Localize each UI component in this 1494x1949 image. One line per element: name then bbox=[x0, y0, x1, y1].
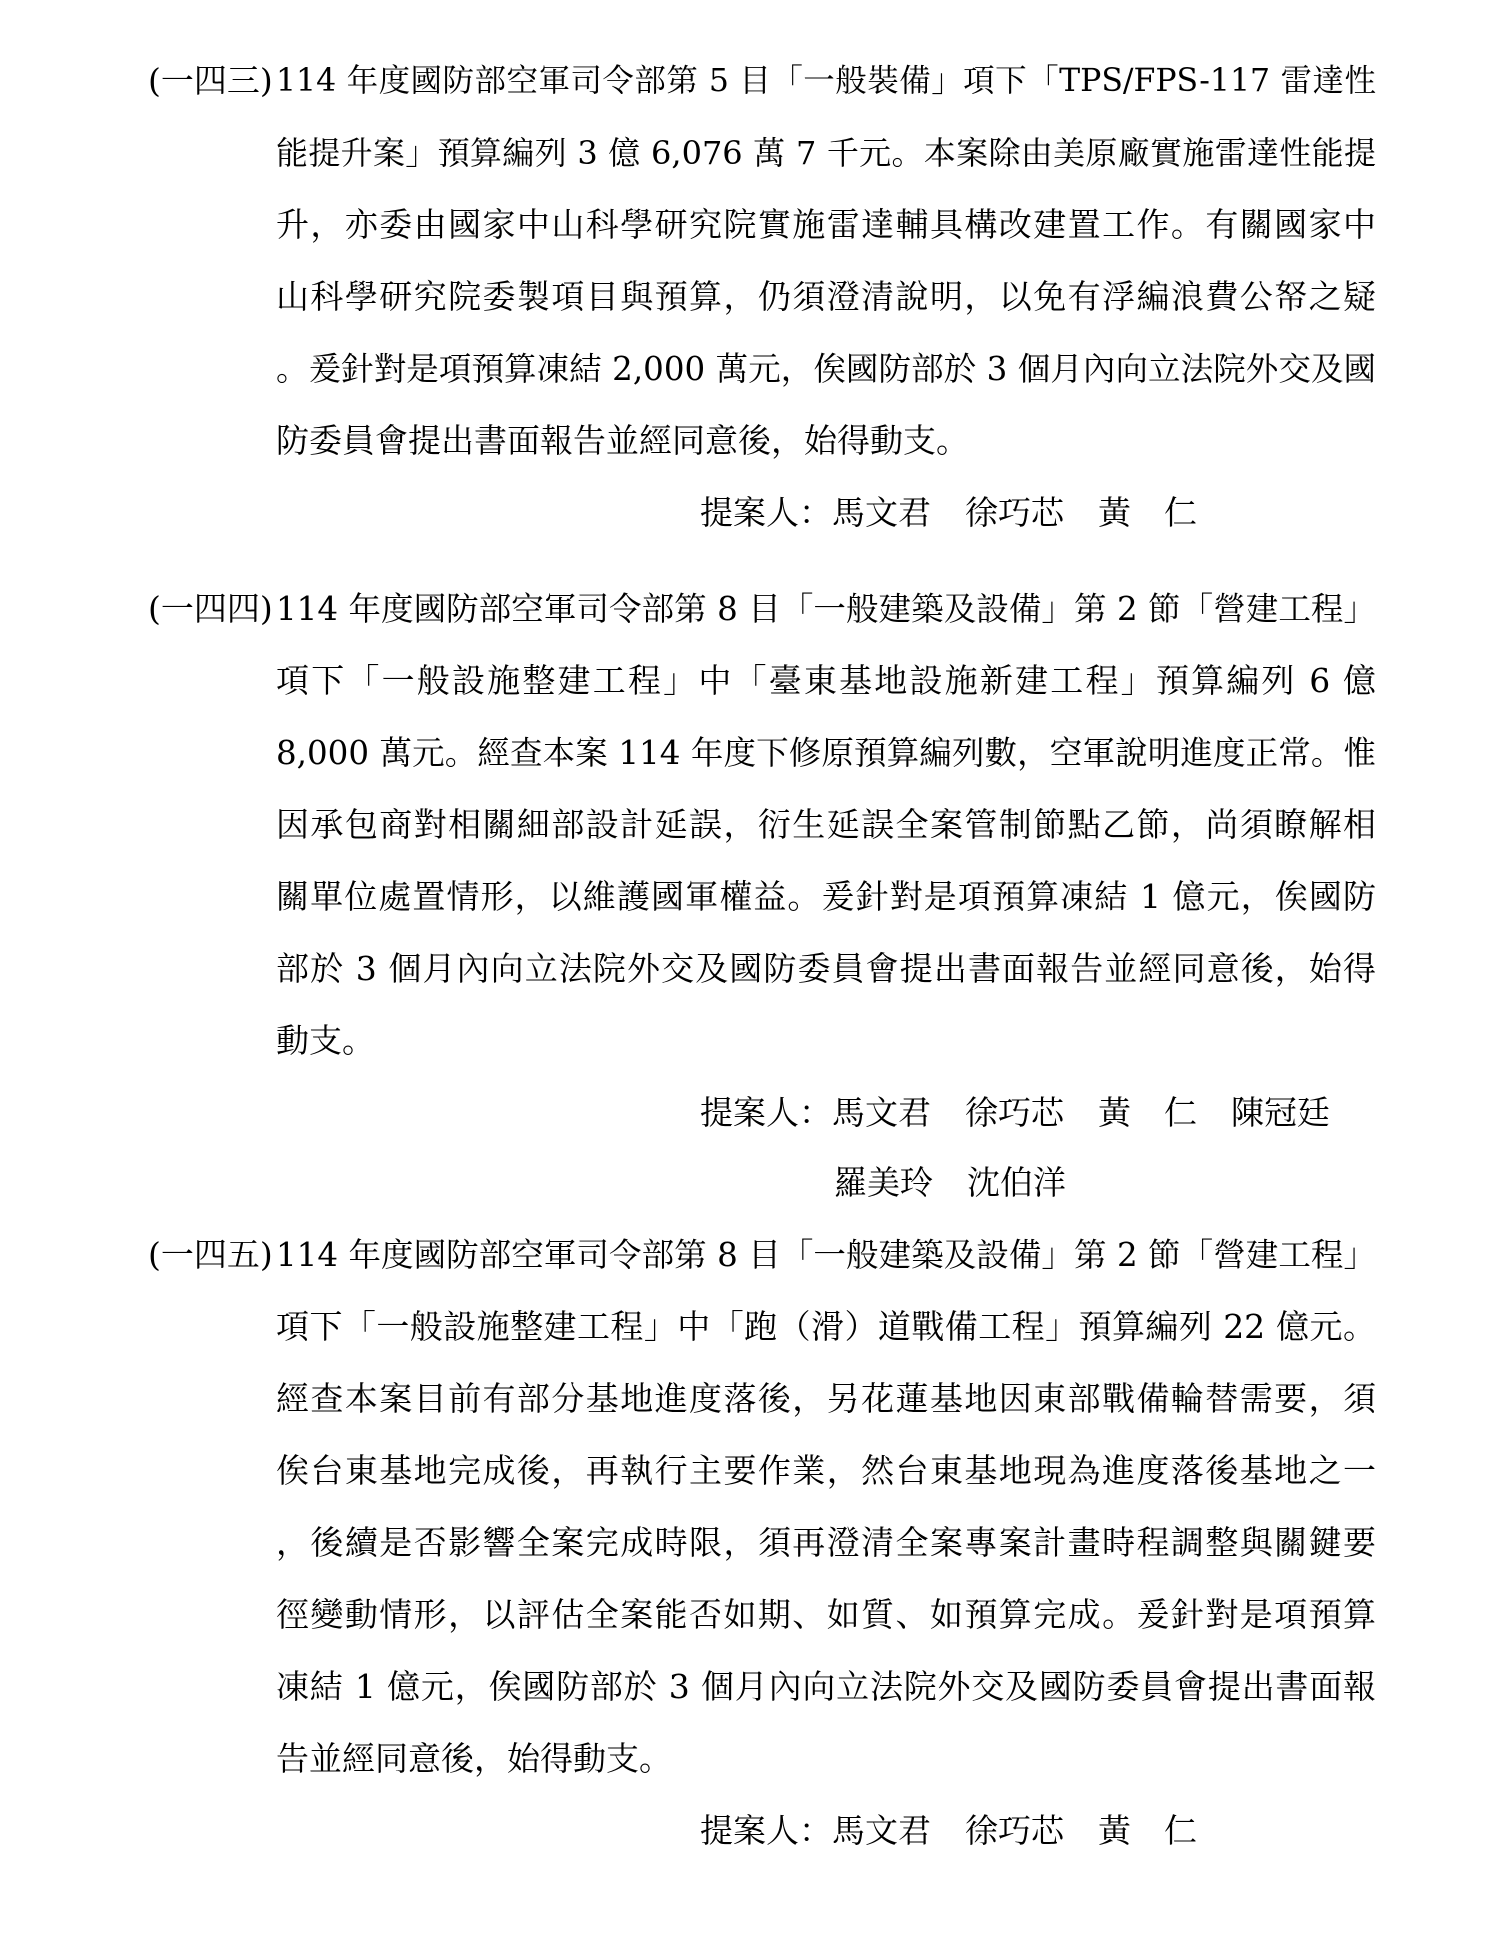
item-text-line: 關單位處置情形，以維護國軍權益。爰針對是項預算凍結 1 億元，俟國防 bbox=[276, 877, 1376, 916]
item-text-line: 徑變動情形，以評估全案能否如期、如質、如預算完成。爰針對是項預算 bbox=[276, 1595, 1376, 1634]
proposer-label: 提案人： bbox=[700, 493, 832, 532]
item-text-line: 部於 3 個月內向立法院外交及國防委員會提出書面報告並經同意後，始得 bbox=[276, 949, 1376, 988]
proposer-label: 提案人： bbox=[700, 1093, 832, 1132]
item-text-line: 114 年度國防部空軍司令部第 8 目「一般建築及設備」第 2 節「營建工程」 bbox=[276, 590, 1376, 628]
item-text-line: 升，亦委由國家中山科學研究院實施雷達輔具構改建置工作。有關國家中 bbox=[276, 205, 1376, 244]
proposer-name: 徐巧芯 bbox=[965, 1093, 1064, 1132]
proposer-name: 馬文君 bbox=[832, 1811, 931, 1850]
proposer-line bbox=[700, 1077, 1330, 1149]
item-text-line: 項下「一般設施整建工程」中「跑（滑）道戰備工程」預算編列 22 億元。 bbox=[276, 1307, 1376, 1346]
item-number: (一四五) bbox=[148, 1235, 273, 1274]
proposer-name: 黃 仁 bbox=[1098, 1811, 1197, 1850]
proposer-name: 徐巧芯 bbox=[965, 1811, 1064, 1850]
item-text-line: 。爰針對是項預算凍結 2,000 萬元，俟國防部於 3 個月內向立法院外交及國 bbox=[276, 350, 1376, 388]
item-text-line: 8,000 萬元。經查本案 114 年度下修原預算編列數，空軍說明進度正常。惟 bbox=[276, 734, 1376, 772]
item-text-line: 因承包商對相關細部設計延誤，衍生延誤全案管制節點乙節，尚須瞭解相 bbox=[276, 805, 1376, 844]
item-text-line: 俟台東基地完成後，再執行主要作業，然台東基地現為進度落後基地之一 bbox=[276, 1451, 1376, 1490]
proposer-line bbox=[700, 477, 1197, 549]
proposer-line-continued bbox=[834, 1147, 1100, 1219]
item-text-line: 能提升案」預算編列 3 億 6,076 萬 7 千元。本案除由美原廠實施雷達性能提 bbox=[276, 134, 1376, 172]
proposer-name: 羅美玲 bbox=[834, 1163, 933, 1202]
proposer-name: 馬文君 bbox=[832, 493, 931, 532]
proposer-name: 徐巧芯 bbox=[965, 493, 1064, 532]
proposer-line bbox=[700, 1795, 1197, 1867]
proposer-name: 黃 仁 bbox=[1098, 493, 1197, 532]
proposer-name: 沈伯洋 bbox=[967, 1163, 1066, 1202]
item-text-line: 凍結 1 億元，俟國防部於 3 個月內向立法院外交及國防委員會提出書面報 bbox=[276, 1667, 1376, 1706]
item-text-line: 告並經同意後，始得動支。 bbox=[276, 1739, 672, 1778]
item-text-line: 防委員會提出書面報告並經同意後，始得動支。 bbox=[276, 421, 969, 460]
item-text-line: ，後續是否影響全案完成時限，須再澄清全案專案計畫時程調整與關鍵要 bbox=[276, 1523, 1376, 1562]
item-text-line: 動支。 bbox=[276, 1021, 375, 1060]
proposer-label: 提案人： bbox=[700, 1811, 832, 1850]
item-text-line: 114 年度國防部空軍司令部第 8 目「一般建築及設備」第 2 節「營建工程」 bbox=[276, 1236, 1376, 1274]
item-text-line: 114 年度國防部空軍司令部第 5 目「一般裝備」項下「TPS/FPS-117 雷達性 bbox=[276, 63, 1376, 99]
item-text-line: 山科學研究院委製項目與預算，仍須澄清說明，以免有浮編浪費公帑之疑 bbox=[276, 277, 1376, 316]
item-text-line: 經查本案目前有部分基地進度落後，另花蓮基地因東部戰備輪替需要，須 bbox=[276, 1379, 1376, 1418]
proposer-name: 黃 仁 bbox=[1098, 1093, 1197, 1132]
item-number: (一四三) bbox=[148, 61, 273, 100]
proposer-name: 陳冠廷 bbox=[1231, 1093, 1330, 1132]
proposer-name: 馬文君 bbox=[832, 1093, 931, 1132]
item-text-line: 項下「一般設施整建工程」中「臺東基地設施新建工程」預算編列 6 億 bbox=[276, 661, 1376, 700]
item-number: (一四四) bbox=[148, 589, 273, 628]
